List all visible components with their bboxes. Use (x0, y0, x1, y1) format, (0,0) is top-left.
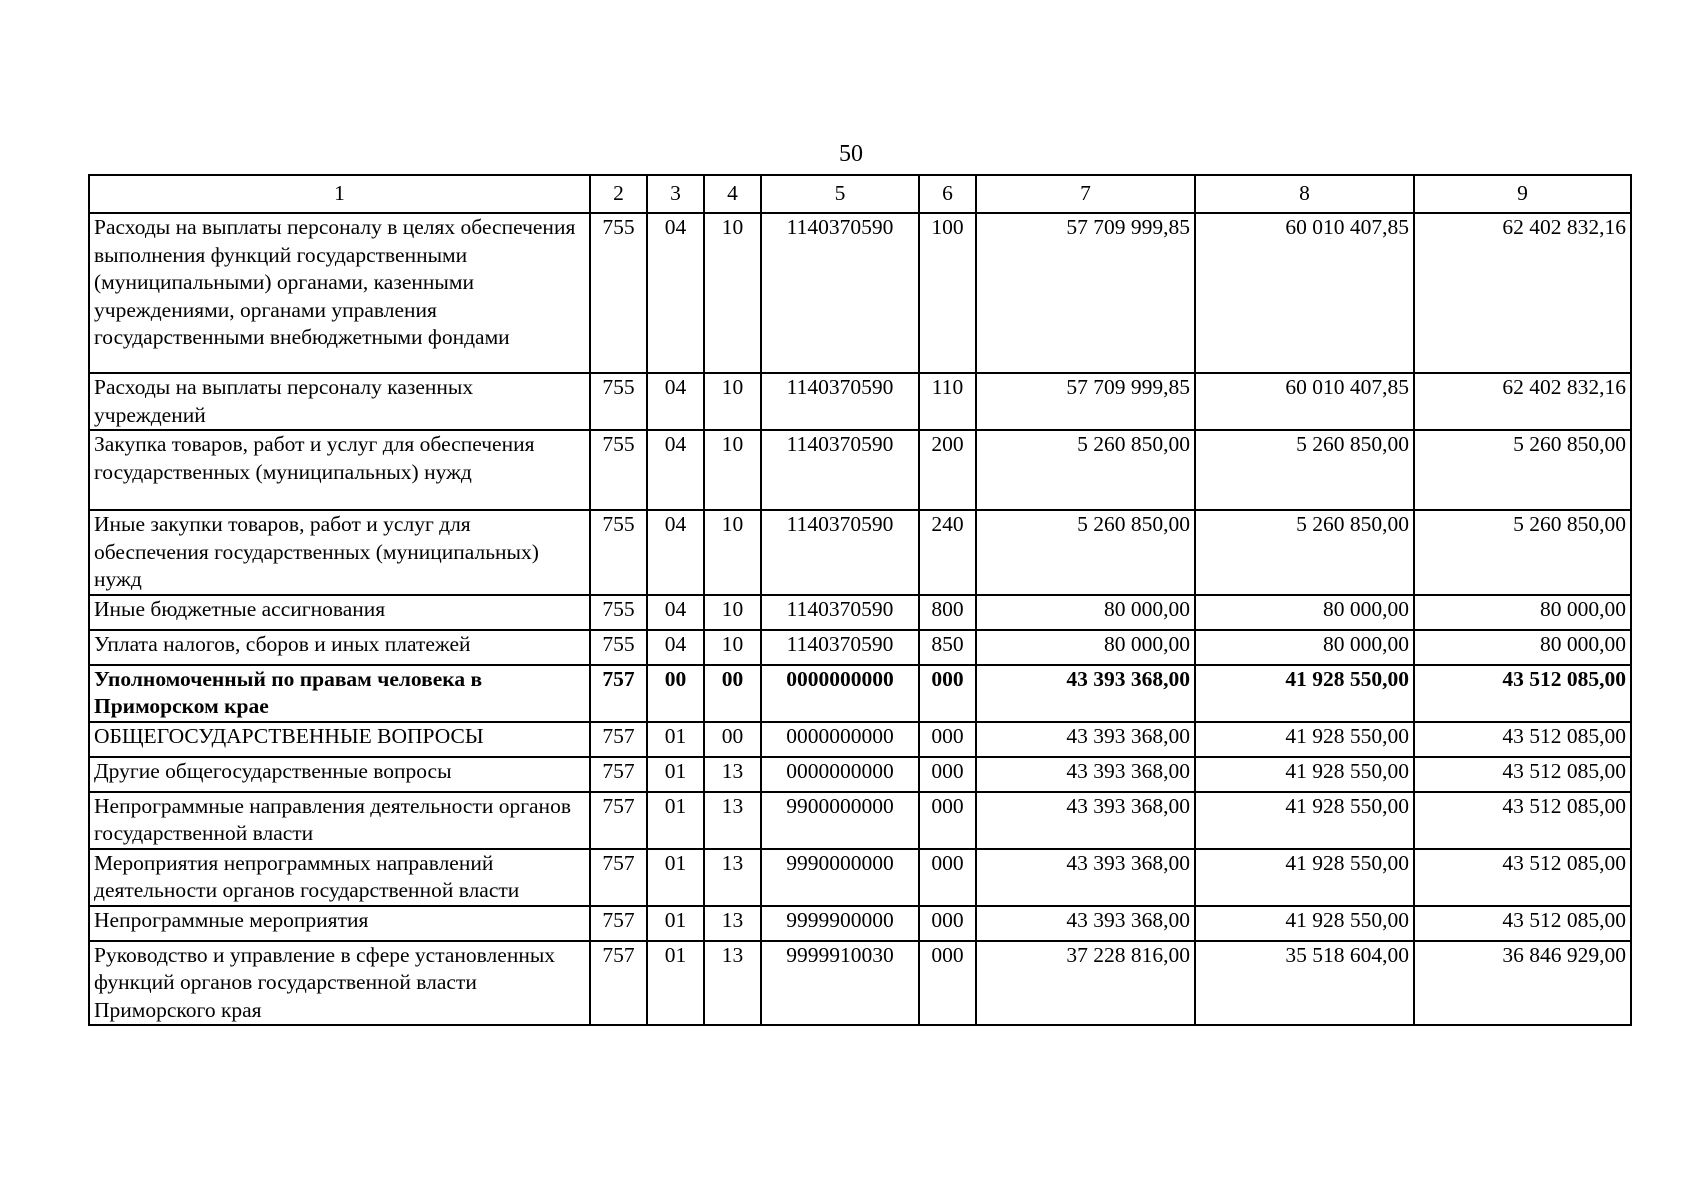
row-code-4: 00 (704, 722, 761, 757)
row-amount-9: 43 512 085,00 (1414, 792, 1631, 849)
row-code-2: 755 (590, 630, 647, 665)
row-amount-7: 43 393 368,00 (976, 792, 1195, 849)
row-amount-7: 5 260 850,00 (976, 430, 1195, 510)
header-row (89, 175, 1631, 213)
row-amount-8: 41 928 550,00 (1195, 906, 1414, 941)
row-code-4: 13 (704, 849, 761, 906)
page-number: 50 (839, 141, 863, 167)
row-code-5: 1140370590 (761, 630, 919, 665)
row-description: Расходы на выплаты персоналу казенных учреждений (89, 373, 590, 430)
row-code-5: 9999910030 (761, 941, 919, 1026)
header-cell-7: 7 (976, 175, 1195, 213)
row-amount-8: 41 928 550,00 (1195, 849, 1414, 906)
row-amount-8: 80 000,00 (1195, 595, 1414, 630)
row-code-5: 9900000000 (761, 792, 919, 849)
row-code-5: 0000000000 (761, 665, 919, 722)
table-row (89, 595, 1631, 630)
budget-table (88, 174, 1632, 1026)
row-code-3: 01 (647, 757, 704, 792)
row-code-3: 04 (647, 430, 704, 510)
row-amount-7: 80 000,00 (976, 595, 1195, 630)
table-row (89, 757, 1631, 792)
row-code-5: 0000000000 (761, 757, 919, 792)
table-row (89, 373, 1631, 430)
row-code-4: 00 (704, 665, 761, 722)
row-code-6: 000 (919, 665, 976, 722)
row-amount-7: 80 000,00 (976, 630, 1195, 665)
table-row (89, 630, 1631, 665)
row-code-6: 000 (919, 941, 976, 1026)
row-code-2: 755 (590, 373, 647, 430)
row-description: ОБЩЕГОСУДАРСТВЕННЫЕ ВОПРОСЫ (89, 722, 590, 757)
row-code-6: 000 (919, 757, 976, 792)
row-code-2: 757 (590, 906, 647, 941)
table-row (89, 941, 1631, 1026)
row-description: Иные закупки товаров, работ и услуг для обеспечения государственных (муниципальных) нужд (89, 510, 590, 595)
table-row (89, 665, 1631, 722)
row-code-2: 757 (590, 941, 647, 1026)
row-description: Другие общегосударственные вопросы (89, 757, 590, 792)
row-description: Расходы на выплаты персоналу в целях обеспечения выполнения функций государственными (муниципальными) органами, казенными учреждениями, органами управления государственными внебюджетными фондами (89, 213, 590, 373)
row-code-3: 04 (647, 213, 704, 373)
row-code-6: 100 (919, 213, 976, 373)
row-amount-8: 41 928 550,00 (1195, 665, 1414, 722)
header-cell-5: 5 (761, 175, 919, 213)
row-code-2: 757 (590, 757, 647, 792)
table-row (89, 430, 1631, 510)
row-description: Непрограммные направления деятельности органов государственной власти (89, 792, 590, 849)
row-code-6: 110 (919, 373, 976, 430)
table-body (89, 213, 1631, 1025)
row-description: Руководство и управление в сфере установленных функций органов государственной власти Приморского края (89, 941, 590, 1026)
row-amount-7: 43 393 368,00 (976, 722, 1195, 757)
row-code-6: 850 (919, 630, 976, 665)
row-amount-9: 43 512 085,00 (1414, 757, 1631, 792)
row-amount-7: 5 260 850,00 (976, 510, 1195, 595)
table-row (89, 792, 1631, 849)
header-cell-1: 1 (89, 175, 590, 213)
row-code-3: 01 (647, 906, 704, 941)
row-code-4: 13 (704, 941, 761, 1026)
row-code-4: 10 (704, 510, 761, 595)
row-amount-7: 37 228 816,00 (976, 941, 1195, 1026)
row-amount-8: 80 000,00 (1195, 630, 1414, 665)
row-amount-8: 41 928 550,00 (1195, 722, 1414, 757)
row-code-5: 1140370590 (761, 595, 919, 630)
row-amount-8: 60 010 407,85 (1195, 213, 1414, 373)
row-code-2: 755 (590, 430, 647, 510)
row-code-3: 04 (647, 373, 704, 430)
row-amount-7: 57 709 999,85 (976, 213, 1195, 373)
row-amount-8: 60 010 407,85 (1195, 373, 1414, 430)
row-code-3: 00 (647, 665, 704, 722)
header-cell-9: 9 (1414, 175, 1631, 213)
row-amount-8: 5 260 850,00 (1195, 510, 1414, 595)
row-code-2: 757 (590, 849, 647, 906)
row-code-5: 0000000000 (761, 722, 919, 757)
row-code-5: 9999900000 (761, 906, 919, 941)
row-code-4: 10 (704, 213, 761, 373)
table-row (89, 849, 1631, 906)
row-amount-9: 5 260 850,00 (1414, 510, 1631, 595)
row-code-6: 000 (919, 906, 976, 941)
row-amount-7: 43 393 368,00 (976, 665, 1195, 722)
row-amount-9: 43 512 085,00 (1414, 722, 1631, 757)
row-amount-9: 43 512 085,00 (1414, 906, 1631, 941)
row-code-5: 1140370590 (761, 373, 919, 430)
row-amount-8: 41 928 550,00 (1195, 792, 1414, 849)
row-code-4: 13 (704, 906, 761, 941)
row-description: Иные бюджетные ассигнования (89, 595, 590, 630)
table-header (89, 175, 1631, 213)
row-code-6: 000 (919, 792, 976, 849)
row-code-4: 10 (704, 630, 761, 665)
row-amount-9: 5 260 850,00 (1414, 430, 1631, 510)
header-cell-2: 2 (590, 175, 647, 213)
row-amount-9: 43 512 085,00 (1414, 849, 1631, 906)
row-amount-7: 57 709 999,85 (976, 373, 1195, 430)
table-row (89, 722, 1631, 757)
row-code-3: 04 (647, 595, 704, 630)
row-code-2: 755 (590, 595, 647, 630)
row-description: Непрограммные мероприятия (89, 906, 590, 941)
row-code-3: 04 (647, 510, 704, 595)
row-amount-7: 43 393 368,00 (976, 849, 1195, 906)
row-amount-8: 35 518 604,00 (1195, 941, 1414, 1026)
row-code-3: 01 (647, 792, 704, 849)
row-amount-9: 80 000,00 (1414, 630, 1631, 665)
row-code-3: 01 (647, 722, 704, 757)
row-code-6: 000 (919, 722, 976, 757)
row-description: Мероприятия непрограммных направлений деятельности органов государственной власти (89, 849, 590, 906)
row-code-5: 1140370590 (761, 510, 919, 595)
row-code-4: 10 (704, 430, 761, 510)
header-cell-3: 3 (647, 175, 704, 213)
row-code-4: 10 (704, 373, 761, 430)
row-description: Уплата налогов, сборов и иных платежей (89, 630, 590, 665)
header-cell-6: 6 (919, 175, 976, 213)
row-code-2: 757 (590, 792, 647, 849)
row-description: Закупка товаров, работ и услуг для обеспечения государственных (муниципальных) нужд (89, 430, 590, 510)
row-amount-9: 36 846 929,00 (1414, 941, 1631, 1026)
row-code-4: 13 (704, 792, 761, 849)
row-code-5: 1140370590 (761, 213, 919, 373)
table-row (89, 906, 1631, 941)
row-code-4: 10 (704, 595, 761, 630)
row-code-2: 757 (590, 665, 647, 722)
row-amount-9: 43 512 085,00 (1414, 665, 1631, 722)
row-code-6: 800 (919, 595, 976, 630)
row-amount-7: 43 393 368,00 (976, 757, 1195, 792)
table-row (89, 213, 1631, 373)
row-code-3: 04 (647, 630, 704, 665)
row-code-5: 1140370590 (761, 430, 919, 510)
row-code-2: 757 (590, 722, 647, 757)
header-cell-4: 4 (704, 175, 761, 213)
header-cell-8: 8 (1195, 175, 1414, 213)
row-code-6: 000 (919, 849, 976, 906)
row-amount-8: 5 260 850,00 (1195, 430, 1414, 510)
row-code-5: 9990000000 (761, 849, 919, 906)
row-code-2: 755 (590, 510, 647, 595)
row-amount-9: 62 402 832,16 (1414, 373, 1631, 430)
row-code-2: 755 (590, 213, 647, 373)
row-amount-8: 41 928 550,00 (1195, 757, 1414, 792)
row-code-6: 200 (919, 430, 976, 510)
row-code-6: 240 (919, 510, 976, 595)
row-description: Уполномоченный по правам человека в Приморском крае (89, 665, 590, 722)
row-code-4: 13 (704, 757, 761, 792)
row-amount-9: 62 402 832,16 (1414, 213, 1631, 373)
row-amount-7: 43 393 368,00 (976, 906, 1195, 941)
row-code-3: 01 (647, 941, 704, 1026)
table-row (89, 510, 1631, 595)
row-code-3: 01 (647, 849, 704, 906)
row-amount-9: 80 000,00 (1414, 595, 1631, 630)
